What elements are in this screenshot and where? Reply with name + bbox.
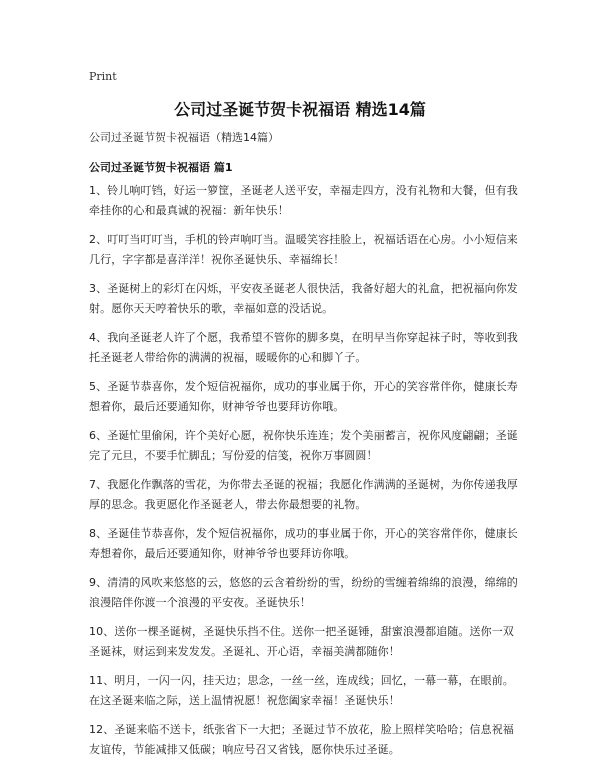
print-link[interactable]: Print [89, 70, 117, 83]
greeting-item: 4、我向圣诞老人许了个愿，我希望不管你的脚多臭，在明早当你穿起袜子时，等收到我托圣诞老人带给你的满满的祝福，暖暖你的心和脚丫子。 [89, 331, 518, 364]
page-title: 公司过圣诞节贺卡祝福语 精选14篇 [174, 100, 426, 119]
greeting-item: 10、送你一棵圣诞树，圣诞快乐挡不住。送你一把圣诞锤，甜蜜浪漫都追随。送你一双圣诞袜，财运到来发发发。圣诞礼、开心语，幸福美满都随你！ [89, 625, 514, 658]
section-heading: 公司过圣诞节贺卡祝福语 篇1 [89, 161, 233, 174]
greeting-item: 9、清清的风吹来悠悠的云，悠悠的云含着纷纷的雪，纷纷的雪缠着绵绵的浪漫，绵绵的浪漫陪伴你渡一个浪漫的平安夜。圣诞快乐！ [89, 576, 518, 609]
greeting-item: 8、圣诞佳节恭喜你，发个短信祝福你，成功的事业属于你，开心的笑容常伴你，健康长寿想着你，最后还要通知你，财神爷爷也要拜访你哦。 [89, 527, 518, 560]
page-subtitle: 公司过圣诞节贺卡祝福语（精选14篇） [89, 131, 279, 144]
greeting-list [89, 181, 519, 769]
greeting-item: 3、圣诞树上的彩灯在闪烁，平安夜圣诞老人很快活，我备好超大的礼盒，把祝福向你发射。愿你天天哼着快乐的歌，幸福如意的没话说。 [89, 282, 518, 315]
greeting-item: 7、我愿化作飘落的雪花，为你带去圣诞的祝福；我愿化作满满的圣诞树，为你传递我厚厚的思念。我更愿化作圣诞老人，带去你最想要的礼物。 [89, 478, 518, 511]
greeting-item: 12、圣诞来临不送卡，纸张省下一大把；圣诞过节不放花，脸上照样笑哈哈；信息祝福友谊传，节能减排又低碳；响应号召又省钱，愿你快乐过圣诞。 [89, 723, 514, 756]
greeting-item: 6、圣诞忙里偷闲，许个美好心愿，祝你快乐连连；发个美丽蓄言，祝你风度翩翩；圣诞完了元旦，不要手忙脚乱；写份爱的信笺，祝你万事圆圆！ [89, 429, 518, 462]
greeting-item: 5、圣诞节恭喜你，发个短信祝福你，成功的事业属于你，开心的笑容常伴你，健康长寿想着你，最后还要通知你，财神爷爷也要拜访你哦。 [89, 380, 518, 413]
greeting-item: 2、叮叮当叮叮当，手机的铃声响叮当。温暖笑容挂脸上，祝福话语在心房。小小短信来几行，字字都是喜洋洋！祝你圣诞快乐、幸福绵长！ [89, 233, 518, 266]
greeting-item: 11、明月，一闪一闪，挂天边；思念，一丝一丝，连成线；回忆，一幕一幕，在眼前。在这圣诞来临之际，送上温情祝愿！祝您阖家幸福！圣诞快乐！ [89, 674, 514, 707]
greeting-item: 1、铃儿响叮铛，好运一箩筐，圣诞老人送平安，幸福走四方，没有礼物和大餐，但有我牵挂你的心和最真诚的祝福：新年快乐！ [89, 184, 518, 217]
